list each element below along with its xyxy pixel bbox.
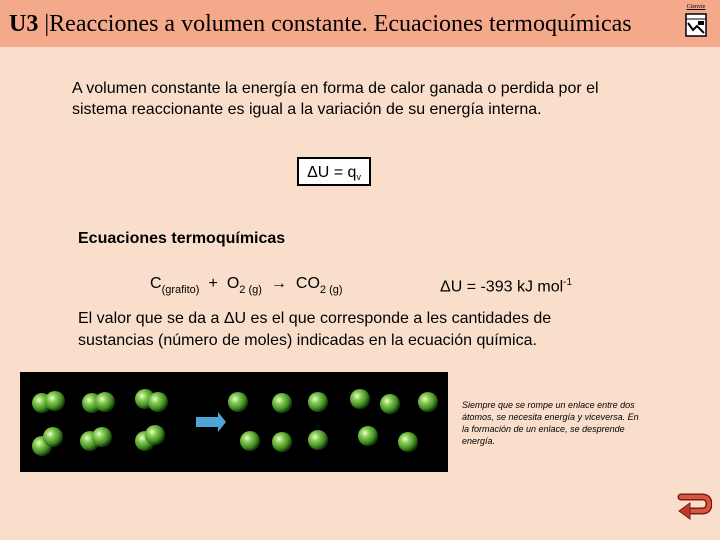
page-title <box>9 11 632 38</box>
energy-value <box>440 277 572 296</box>
energy-note: Siempre que se rompe un enlace entre dos átomos, se necesita energía y viceversa. En la formación de un enlace, se desprende energía. <box>462 400 639 446</box>
intro-paragraph: A volumen constante la energía en forma de calor ganada o perdida por el sistema reaccionante es igual a la variación de su energía interna. <box>72 80 599 118</box>
reactant-oxygen-state: 2 (g) <box>239 284 262 296</box>
separated-atoms <box>228 389 438 452</box>
explanation-paragraph: El valor que se da a ΔU es el que corresponde a les cantidades de sustancias (número de moles) indicadas en la ecuación química. <box>78 310 552 349</box>
title-text: Reacciones a volumen constante. Ecuaciones termoquímicas <box>49 11 632 37</box>
logo-text: Cienvie <box>686 4 706 10</box>
thermochemical-equation <box>150 275 343 296</box>
molecule-animation-graphic <box>20 372 448 472</box>
molecule-animation <box>20 372 448 472</box>
energy-exponent: -1 <box>563 277 573 288</box>
unit-label: U3 <box>9 11 39 37</box>
title-separator: | <box>38 11 50 37</box>
home-logo[interactable] <box>682 4 710 40</box>
header-bar <box>0 0 720 47</box>
home-logo-icon <box>685 13 707 37</box>
section-title: Ecuaciones termoquímicas <box>78 230 286 247</box>
bonded-molecules <box>32 389 168 456</box>
right-arrow-icon <box>196 412 226 432</box>
return-arrow-icon <box>676 492 712 526</box>
product-co2-state: 2 (g) <box>319 284 343 296</box>
plus-sign: + <box>208 275 218 292</box>
reactant-oxygen: O <box>226 275 240 292</box>
product-co2: CO <box>295 275 320 292</box>
return-button[interactable] <box>676 492 712 526</box>
formula-box <box>297 157 371 186</box>
energy-text: ΔU = -393 kJ mol <box>440 278 564 296</box>
formula-main: ΔU = q <box>307 164 357 181</box>
reactant-carbon: C <box>150 275 162 292</box>
formula-subscript: v <box>356 172 361 182</box>
reaction-arrow: → <box>270 275 287 292</box>
reactant-carbon-state: (grafito) <box>161 284 200 296</box>
